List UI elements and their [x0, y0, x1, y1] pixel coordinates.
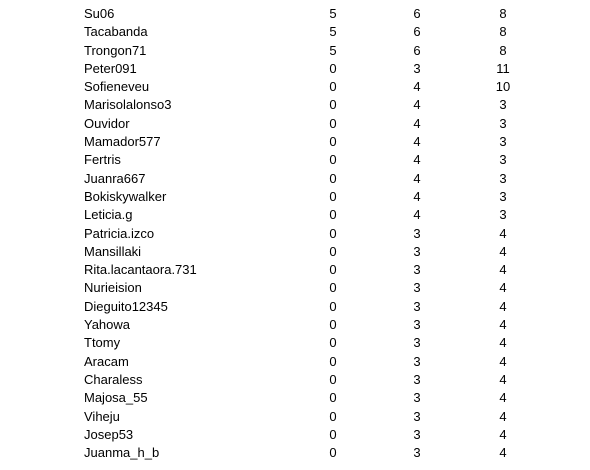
- value-col-2: 4: [413, 97, 421, 113]
- value-col-3: 8: [499, 42, 507, 58]
- value-col-2: 3: [413, 445, 421, 461]
- value-col-3: 4: [499, 298, 507, 314]
- value-col-1: 0: [329, 60, 337, 76]
- table-row: [0, 96, 590, 114]
- table-row: [0, 389, 590, 407]
- table-row: [0, 408, 590, 426]
- user-name: Yahowa: [84, 317, 131, 333]
- value-col-3: 4: [499, 408, 507, 424]
- table-row: [0, 42, 590, 60]
- table-row: [0, 23, 590, 41]
- value-col-2: 3: [413, 390, 421, 406]
- value-col-2: 3: [413, 353, 421, 369]
- table-row: [0, 5, 590, 23]
- value-col-3: 10: [495, 79, 511, 95]
- value-col-1: 0: [329, 134, 337, 150]
- table-row: [0, 206, 590, 224]
- user-name: Juanra667: [84, 170, 146, 186]
- table-row: [0, 188, 590, 206]
- table-row: [0, 133, 590, 151]
- value-col-2: 3: [413, 371, 421, 387]
- table-row: [0, 151, 590, 169]
- user-name: Bokiskywalker: [84, 188, 167, 204]
- user-name: Majosa_55: [84, 390, 148, 406]
- value-col-3: 4: [499, 317, 507, 333]
- value-col-2: 6: [413, 6, 421, 21]
- user-name: Ouvidor: [84, 115, 130, 131]
- value-col-1: 0: [329, 152, 337, 168]
- value-col-2: 6: [413, 24, 421, 40]
- value-col-2: 3: [413, 426, 421, 442]
- value-col-3: 3: [499, 207, 507, 223]
- value-col-1: 0: [329, 79, 337, 95]
- table-row: [0, 279, 590, 297]
- table-row: [0, 444, 590, 462]
- value-col-1: 0: [329, 408, 337, 424]
- value-col-1: 0: [329, 426, 337, 442]
- value-col-1: 0: [329, 317, 337, 333]
- table-row: [0, 78, 590, 96]
- value-col-1: 5: [329, 24, 337, 40]
- value-col-1: 0: [329, 280, 337, 296]
- value-col-2: 4: [413, 188, 421, 204]
- value-col-1: 0: [329, 115, 337, 131]
- value-col-3: 3: [499, 134, 507, 150]
- user-name: Ttomy: [84, 335, 121, 351]
- value-col-2: 4: [413, 207, 421, 223]
- user-name: Dieguito12345: [84, 298, 168, 314]
- table-row: [0, 115, 590, 133]
- value-col-1: 0: [329, 170, 337, 186]
- value-col-3: 3: [499, 115, 507, 131]
- value-col-2: 3: [413, 280, 421, 296]
- value-col-2: 4: [413, 79, 421, 95]
- user-name: Charaless: [84, 371, 143, 387]
- value-col-3: 8: [499, 6, 507, 21]
- value-col-3: 3: [499, 170, 507, 186]
- value-col-1: 0: [329, 445, 337, 461]
- user-name: Josep53: [84, 426, 134, 442]
- value-col-2: 4: [413, 170, 421, 186]
- value-col-1: 5: [329, 42, 337, 58]
- table-row: [0, 353, 590, 371]
- value-col-3: 4: [499, 243, 507, 259]
- value-col-1: 0: [329, 97, 337, 113]
- value-col-3: 3: [499, 188, 507, 204]
- value-col-3: 4: [499, 353, 507, 369]
- value-col-3: 4: [499, 445, 507, 461]
- table-row: [0, 316, 590, 334]
- table-row: [0, 170, 590, 188]
- value-col-1: 0: [329, 353, 337, 369]
- value-col-1: 5: [329, 6, 337, 21]
- user-name: Sofieneveu: [84, 79, 150, 95]
- value-col-1: 0: [329, 371, 337, 387]
- table-row: [0, 261, 590, 279]
- value-col-2: 4: [413, 152, 421, 168]
- score-table: [0, 5, 590, 462]
- value-col-1: 0: [329, 298, 337, 314]
- value-col-2: 4: [413, 134, 421, 150]
- value-col-3: 4: [499, 390, 507, 406]
- value-col-2: 3: [413, 298, 421, 314]
- user-name: Mansillaki: [84, 243, 142, 259]
- value-col-3: 4: [499, 225, 507, 241]
- value-col-1: 0: [329, 225, 337, 241]
- value-col-2: 3: [413, 408, 421, 424]
- table-row: [0, 225, 590, 243]
- user-name: Su06: [84, 6, 115, 21]
- value-col-3: 4: [499, 262, 507, 278]
- value-col-1: 0: [329, 390, 337, 406]
- value-col-3: 4: [499, 280, 507, 296]
- value-col-2: 6: [413, 42, 421, 58]
- value-col-1: 0: [329, 243, 337, 259]
- user-name: Mamador577: [84, 134, 161, 150]
- user-name: Viheju: [84, 408, 120, 424]
- user-name: Nurieision: [84, 280, 142, 296]
- user-name: Leticia.g: [84, 207, 133, 223]
- value-col-3: 8: [499, 24, 507, 40]
- table-row: [0, 371, 590, 389]
- value-col-2: 3: [413, 60, 421, 76]
- value-col-3: 11: [496, 60, 510, 76]
- value-col-2: 3: [413, 317, 421, 333]
- user-name: Patricia.izco: [84, 225, 155, 241]
- value-col-1: 0: [329, 188, 337, 204]
- value-col-3: 3: [499, 97, 507, 113]
- user-name: Fertris: [84, 152, 121, 168]
- user-name: Aracam: [84, 353, 129, 369]
- value-col-3: 4: [499, 371, 507, 387]
- user-name: Rita.lacantaora.731: [84, 262, 197, 278]
- table-row: [0, 426, 590, 444]
- value-col-2: 4: [413, 115, 421, 131]
- table-row: [0, 334, 590, 352]
- value-col-3: 4: [499, 335, 507, 351]
- value-col-3: 4: [499, 426, 507, 442]
- user-name: Tacabanda: [84, 24, 148, 40]
- value-col-1: 0: [329, 262, 337, 278]
- value-col-2: 3: [413, 335, 421, 351]
- user-name: Trongon71: [84, 42, 147, 58]
- value-col-2: 3: [413, 225, 421, 241]
- user-name: Peter091: [84, 60, 137, 76]
- user-name: Juanma_h_b: [84, 445, 160, 461]
- value-col-1: 0: [329, 207, 337, 223]
- value-col-1: 0: [329, 335, 337, 351]
- table-row: [0, 60, 590, 78]
- table-row: [0, 298, 590, 316]
- value-col-2: 3: [413, 243, 421, 259]
- table-row: [0, 243, 590, 261]
- value-col-3: 3: [499, 152, 507, 168]
- value-col-2: 3: [413, 262, 421, 278]
- user-name: Marisolalonso3: [84, 97, 172, 113]
